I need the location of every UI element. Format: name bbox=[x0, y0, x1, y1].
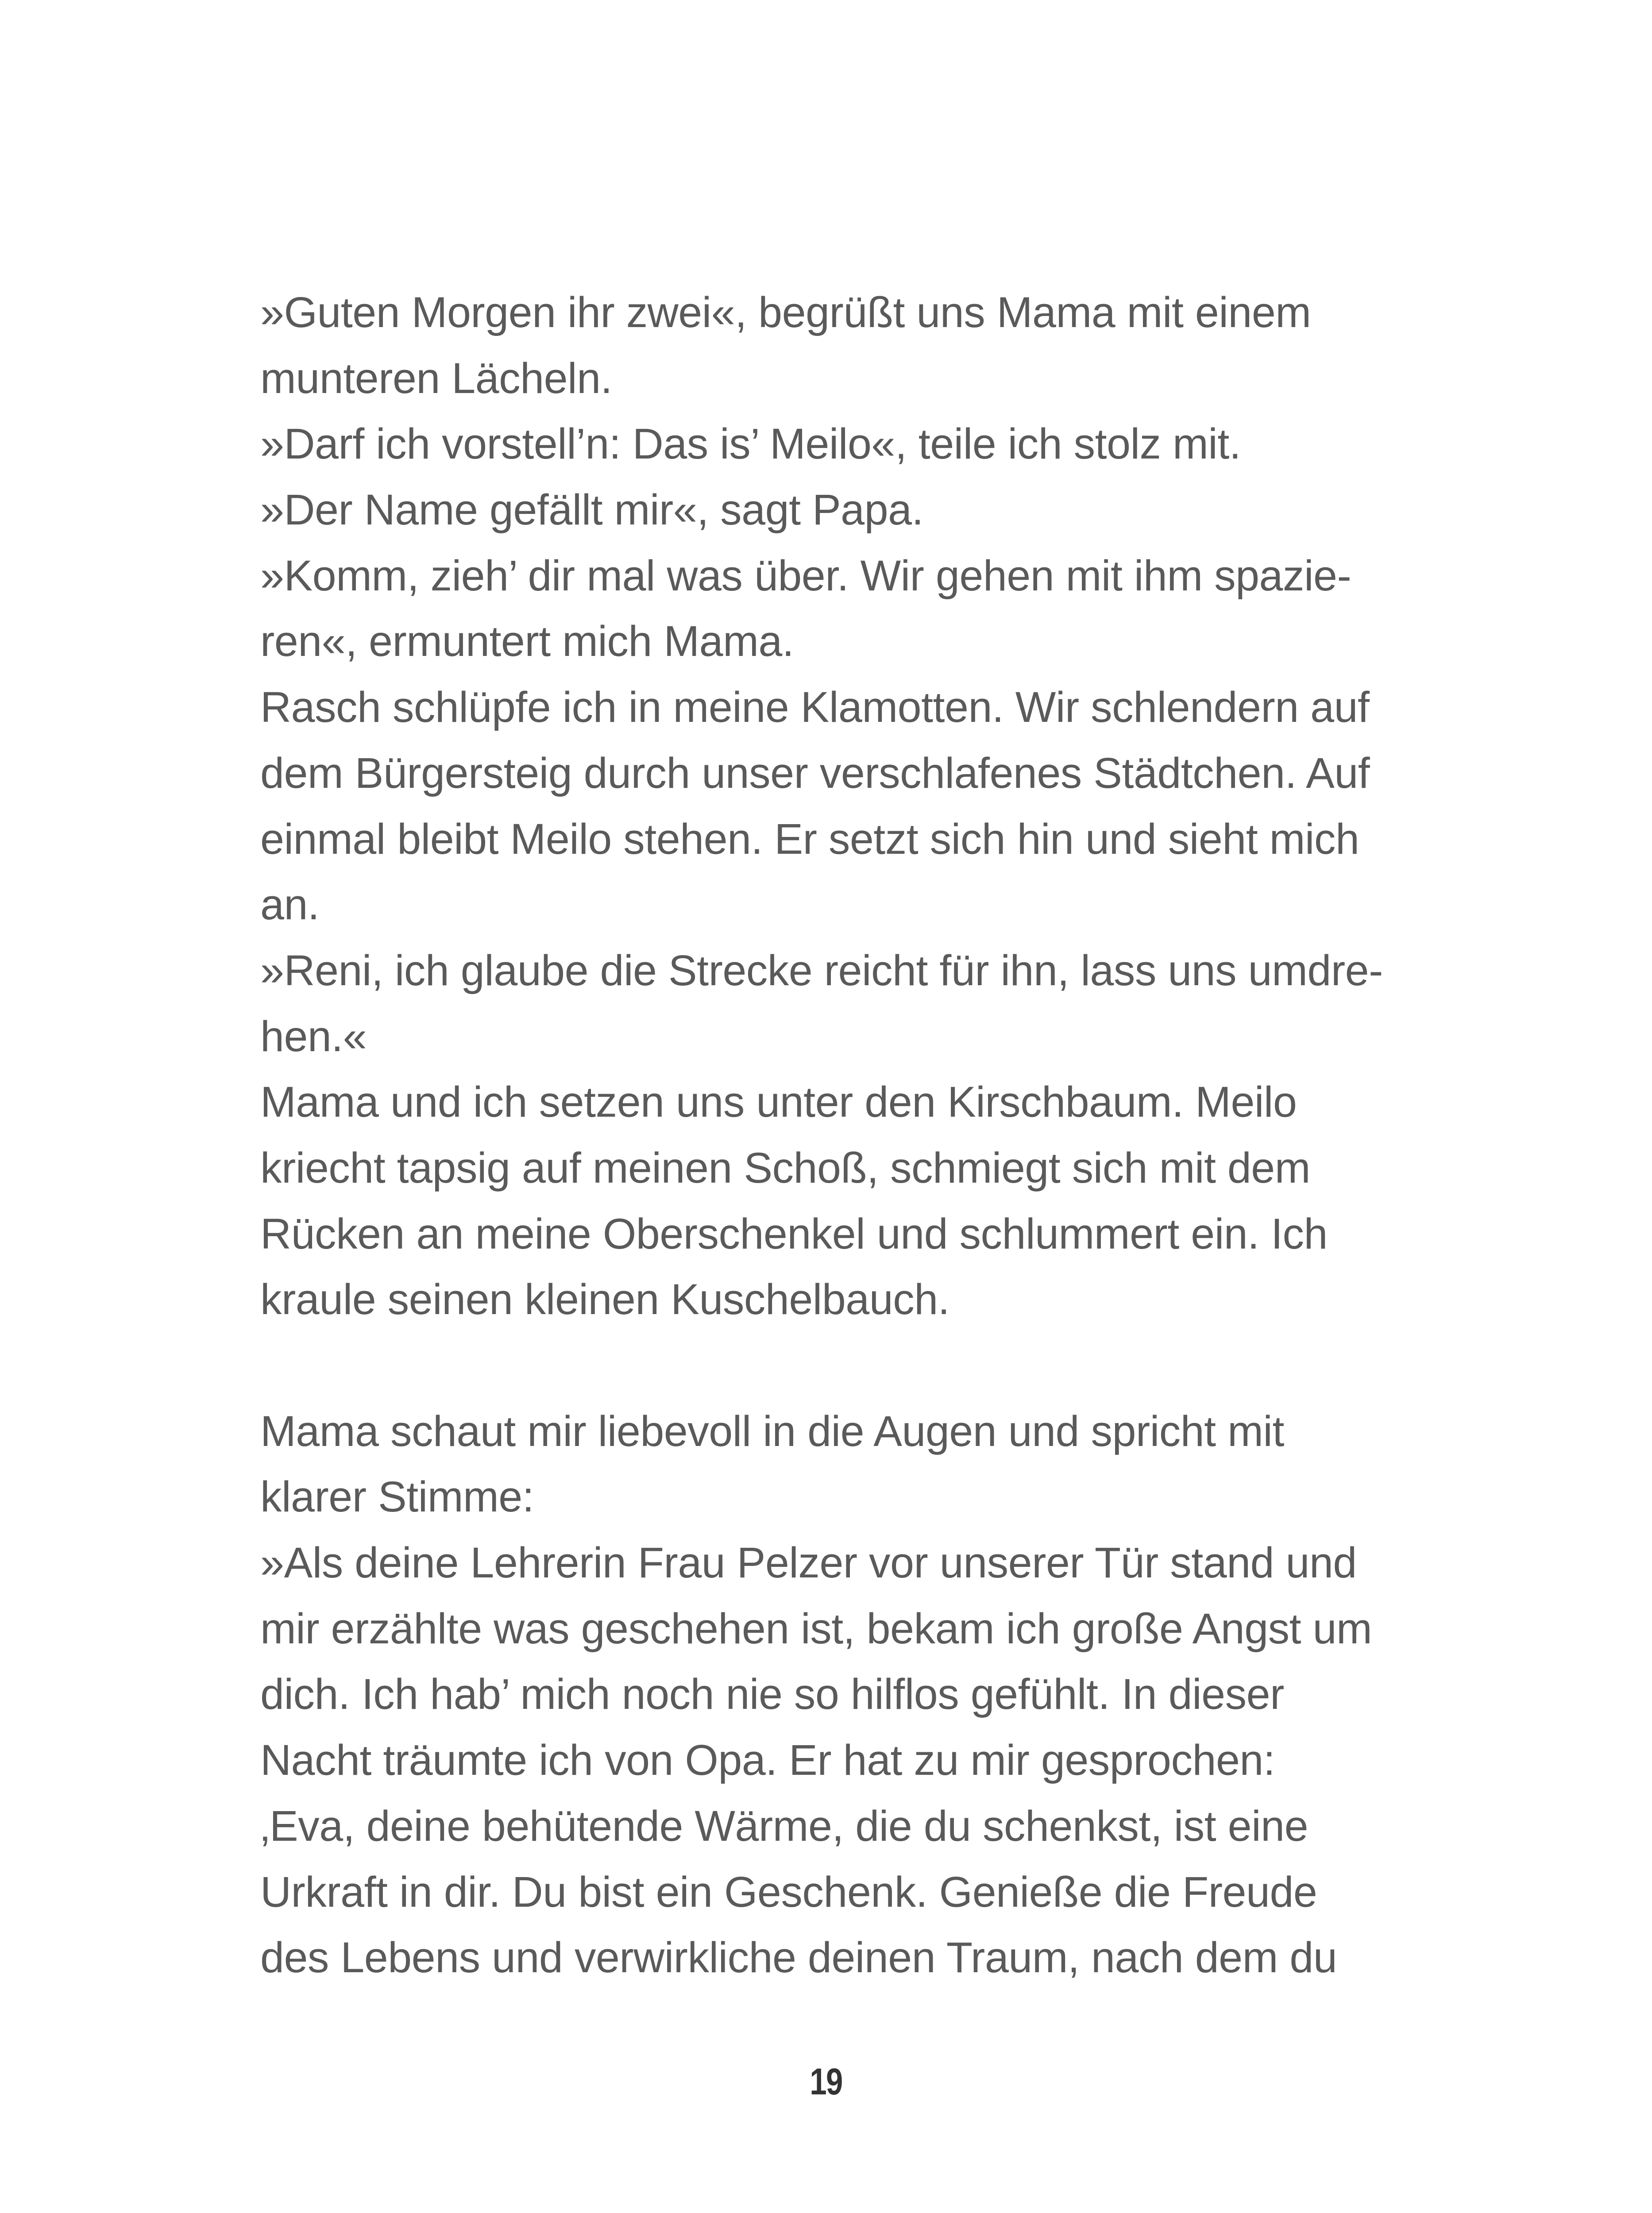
paragraph bbox=[260, 1399, 1420, 1991]
text-line: »Der Name gefällt mir«, sagt Papa. bbox=[260, 486, 923, 534]
text-line: mir erzählte was geschehen ist, bekam ich große Angst um bbox=[260, 1604, 1372, 1653]
text-line: »Reni, ich glaube die Strecke reicht für ihn, lass uns umdre- bbox=[260, 946, 1383, 995]
text-line: munteren Lächeln. bbox=[260, 354, 612, 402]
text-line: klarer Stimme: bbox=[260, 1473, 534, 1521]
text-line: des Lebens und verwirkliche deinen Traum, nach dem du bbox=[260, 1933, 1337, 1982]
text-line: Nacht träumte ich von Opa. Er hat zu mir gesprochen: bbox=[260, 1736, 1275, 1785]
text-line: dem Bürgersteig durch unser verschlafenes Städtchen. Auf bbox=[260, 748, 1370, 797]
text-line: Mama und ich setzen uns unter den Kirschbaum. Meilo bbox=[260, 1078, 1297, 1126]
text-line: »Komm, zieh’ dir mal was über. Wir gehen mit ihm spazie- bbox=[260, 551, 1351, 600]
text-line: kriecht tapsig auf meinen Schoß, schmiegt sich mit dem bbox=[260, 1143, 1311, 1192]
text-line: hen.« bbox=[260, 1012, 367, 1060]
text-line: ren«, ermuntert mich Mama. bbox=[260, 617, 794, 666]
paragraph bbox=[260, 280, 1420, 1333]
text-line: Rücken an meine Oberschenkel und schlummert ein. Ich bbox=[260, 1209, 1328, 1258]
text-line: »Als deine Lehrerin Frau Pelzer vor unserer Tür stand und bbox=[260, 1538, 1357, 1587]
text-line: kraule seinen kleinen Kuschelbauch. bbox=[260, 1275, 950, 1324]
paragraph-gap bbox=[260, 1333, 1420, 1399]
text-line: Urkraft in dir. Du bist ein Geschenk. Genieße die Freude bbox=[260, 1867, 1317, 1916]
page-number: 19 bbox=[810, 2061, 842, 2102]
text-line: »Darf ich vorstell’n: Das is’ Meilo«, teile ich stolz mit. bbox=[260, 420, 1241, 468]
text-line: Rasch schlüpfe ich in meine Klamotten. Wir schlendern auf bbox=[260, 683, 1370, 732]
text-line: dich. Ich hab’ mich noch nie so hilflos gefühlt. In dieser bbox=[260, 1670, 1284, 1719]
text-line: »Guten Morgen ihr zwei«, begrüßt uns Mama mit einem bbox=[260, 288, 1311, 336]
text-line: an. bbox=[260, 880, 320, 929]
text-line: Mama schaut mir liebevoll in die Augen und spricht mit bbox=[260, 1407, 1284, 1455]
text-line: einmal bleibt Meilo stehen. Er setzt sich hin und sieht mich bbox=[260, 814, 1359, 863]
text-line: ‚Eva, deine behütende Wärme, die du schenkst, ist eine bbox=[260, 1801, 1308, 1850]
body-text bbox=[260, 280, 1420, 1991]
